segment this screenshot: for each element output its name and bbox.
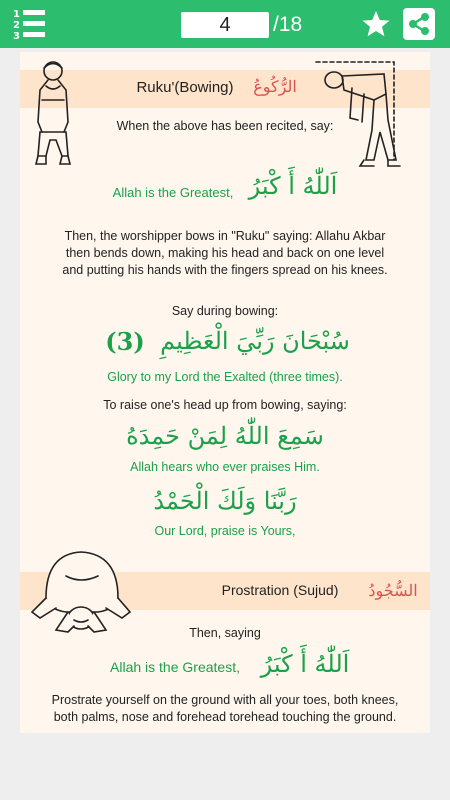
- ruku-title-arabic: الرُّكُوعُ: [253, 77, 297, 96]
- raise-intro-text: To raise one's head up from bowing, saying:: [103, 398, 347, 412]
- numbered-list-icon[interactable]: [10, 6, 50, 42]
- top-toolbar: [0, 0, 450, 48]
- bottom-empty-area: [0, 733, 450, 800]
- content-page: [20, 52, 430, 733]
- page-total-label: /18: [273, 13, 303, 36]
- tasbih-count: (3): [105, 327, 145, 356]
- ruku-intro-text: When the above has been recited, say:: [116, 119, 334, 133]
- sujud-intro-text: Then, saying: [189, 626, 261, 640]
- sujud-takbir-arabic: اَللّٰهُ أَ كْبَرُ: [260, 650, 350, 678]
- sujud-takbir-label: Allah is the Greatest,: [110, 659, 240, 675]
- hamd-meaning: Our Lord, praise is Yours,: [154, 524, 296, 538]
- star-icon[interactable]: [360, 8, 392, 40]
- ruku-say-during: Say during bowing:: [171, 304, 279, 318]
- page-number-input[interactable]: 4: [181, 12, 269, 38]
- ruku-takbir-arabic: اَللّٰهُ أَ كْبَرُ: [248, 172, 338, 200]
- hamd-arabic: رَبَّنَا وَلَكَ الْحَمْدُ: [153, 487, 297, 515]
- ruku-title: Ruku'(Bowing): [136, 79, 234, 96]
- tasbih-meaning: Glory to my Lord the Exalted (three times).: [107, 370, 343, 384]
- ruku-instruction-line2: then bends down, making his head and back on one level: [65, 246, 385, 260]
- tasbih-arabic: سُبْحَانَ رَبِّيَ الْعَظِيمِ: [160, 327, 350, 355]
- sujud-instruction-line1: Prostrate yourself on the ground with all your toes, both knees,: [51, 693, 399, 707]
- samia-arabic: سَمِعَ اللّٰهُ لِمَنْ حَمِدَهُ: [126, 422, 324, 450]
- samia-meaning: Allah hears who ever praises Him.: [130, 460, 320, 474]
- sujud-title: Prostration (Sujud): [221, 582, 339, 598]
- sujud-instruction-line2: both palms, nose and forehead torehead touching the ground.: [53, 710, 397, 724]
- sujud-title-arabic: السُّجُودُ: [368, 581, 418, 600]
- ruku-instruction-line3: and putting his hands with the fingers spread on his knees.: [62, 263, 388, 277]
- svg-text:2: 2: [13, 20, 20, 31]
- share-icon[interactable]: [403, 8, 435, 40]
- ruku-instruction-line1: Then, the worshipper bows in "Ruku" saying: Allahu Akbar: [64, 229, 386, 243]
- ruku-takbir-label: Allah is the Greatest,: [112, 185, 234, 200]
- svg-text:3: 3: [13, 31, 20, 42]
- svg-text:1: 1: [13, 9, 20, 20]
